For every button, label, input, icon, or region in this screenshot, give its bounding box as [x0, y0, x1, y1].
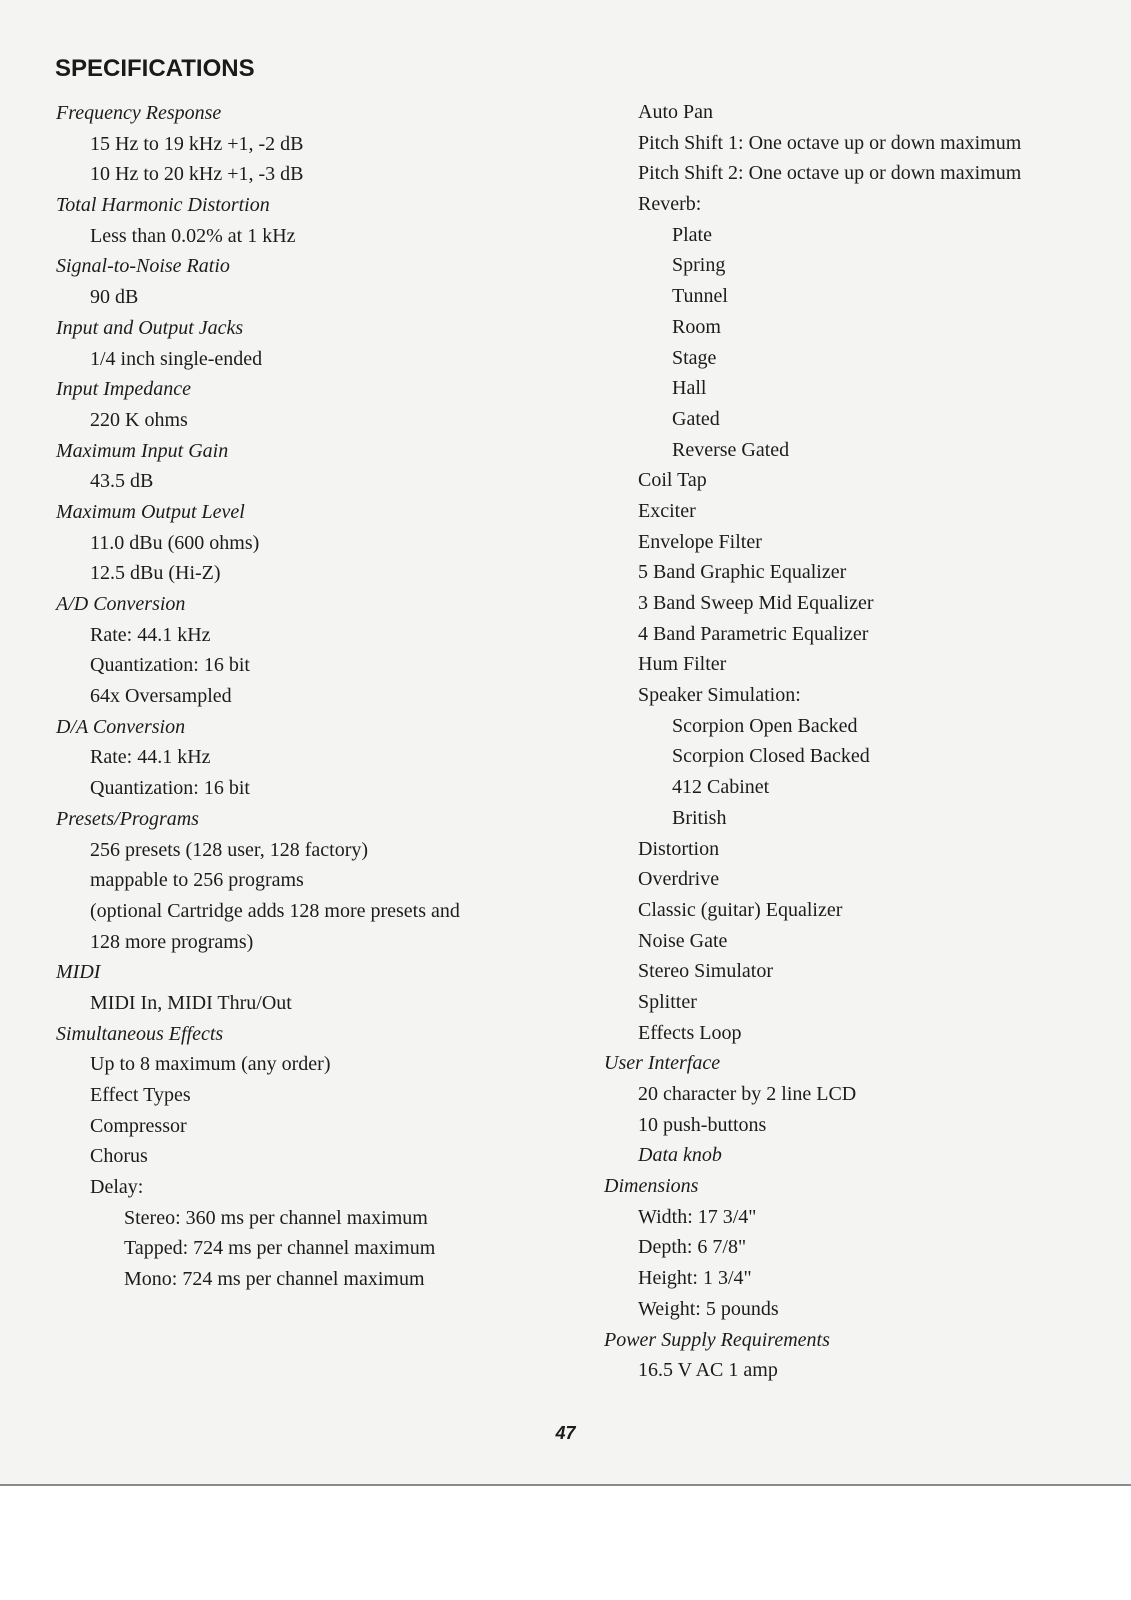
spec-value: 10 Hz to 20 kHz +1, -3 dB — [90, 163, 304, 186]
page-bottom-margin — [0, 1484, 1131, 1600]
spec-value: 12.5 dBu (Hi-Z) — [90, 562, 221, 585]
spec-value: Pitch Shift 1: One octave up or down maximum — [638, 131, 1022, 154]
page-heading: SPECIFICATIONS — [55, 55, 255, 82]
spec-value: Width: 17 3/4" — [638, 1205, 757, 1228]
spec-value: 43.5 dB — [90, 470, 154, 493]
spec-value: Scorpion Open Backed — [672, 714, 858, 737]
spec-value: Exciter — [638, 499, 696, 522]
spec-category: Frequency Response — [56, 102, 222, 124]
spec-value: Rate: 44.1 kHz — [90, 746, 211, 769]
spec-value: Rate: 44.1 kHz — [90, 623, 211, 646]
spec-value: 90 dB — [90, 286, 139, 309]
page-number: 47 — [555, 1423, 576, 1443]
spec-value: Gated — [672, 407, 720, 430]
spec-value: Weight: 5 pounds — [638, 1297, 779, 1320]
spec-value: Stereo Simulator — [638, 960, 773, 983]
spec-value: Up to 8 maximum (any order) — [90, 1053, 331, 1076]
spec-value: 1/4 inch single-ended — [90, 347, 263, 370]
spec-category: Maximum Input Gain — [56, 439, 229, 462]
spec-value: Spring — [672, 254, 726, 277]
spec-value: MIDI In, MIDI Thru/Out — [90, 991, 292, 1014]
spec-value: Delay: — [90, 1176, 144, 1199]
spec-value: 412 Cabinet — [672, 776, 770, 799]
spec-value: Chorus — [90, 1145, 148, 1168]
spec-category: Simultaneous Effects — [56, 1022, 224, 1045]
spec-value: Pitch Shift 2: One octave up or down maximum — [638, 162, 1022, 185]
right-column — [604, 97, 1084, 1386]
spec-value: Stage — [672, 346, 717, 369]
spec-value: Auto Pan — [638, 101, 713, 123]
spec-value: Reverse Gated — [672, 438, 790, 461]
spec-value: Effects Loop — [638, 1021, 742, 1044]
spec-value: Splitter — [638, 990, 697, 1013]
spec-value: Distortion — [638, 837, 720, 860]
spec-value: 220 K ohms — [90, 408, 188, 431]
spec-category: Input Impedance — [56, 378, 191, 401]
spec-value: Envelope Filter — [638, 530, 762, 553]
spec-category: Dimensions — [604, 1175, 699, 1198]
spec-value: Mono: 724 ms per channel maximum — [124, 1268, 425, 1291]
spec-value: Quantization: 16 bit — [90, 777, 250, 800]
spec-value: 16.5 V AC 1 amp — [638, 1359, 778, 1382]
spec-value: Reverb: — [638, 193, 702, 216]
spec-value: Quantization: 16 bit — [90, 654, 250, 677]
spec-value: Compressor — [90, 1114, 187, 1137]
spec-value: Noise Gate — [638, 929, 728, 952]
spec-value: Speaker Simulation: — [638, 684, 801, 707]
spec-value: Stereo: 360 ms per channel maximum — [124, 1206, 428, 1229]
spec-category: D/A Conversion — [56, 715, 186, 738]
spec-category: Signal-to-Noise Ratio — [56, 255, 230, 278]
spec-value: 10 push-buttons — [638, 1113, 767, 1136]
spec-value: Hall — [672, 377, 707, 400]
spec-value: Plate — [672, 223, 712, 246]
spec-value: Room — [672, 315, 721, 338]
spec-value: Height: 1 3/4" — [638, 1267, 752, 1290]
spec-category: Maximum Output Level — [56, 500, 245, 523]
spec-category: Input and Output Jacks — [56, 316, 244, 339]
spec-value: 15 Hz to 19 kHz +1, -2 dB — [90, 132, 304, 155]
spec-value: Depth: 6 7/8" — [638, 1236, 747, 1259]
spec-value: Tapped: 724 ms per channel maximum — [124, 1237, 436, 1260]
spec-category: Power Supply Requirements — [604, 1328, 830, 1351]
spec-value: 11.0 dBu (600 ohms) — [90, 531, 260, 554]
spec-category: Data knob — [638, 1144, 722, 1167]
spec-value: Less than 0.02% at 1 kHz — [90, 224, 296, 247]
spec-value: Effect Types — [90, 1084, 191, 1106]
spec-value: Hum Filter — [638, 653, 727, 676]
spec-value: British — [672, 806, 727, 829]
spec-category: Presets/Programs — [56, 807, 199, 830]
spec-value: Overdrive — [638, 868, 720, 891]
spec-value: 256 presets (128 user, 128 factory) — [90, 838, 369, 861]
spec-value: 4 Band Parametric Equalizer — [638, 622, 869, 645]
spec-value: (optional Cartridge adds 128 more presets and — [90, 899, 460, 922]
spec-category: User Interface — [604, 1052, 721, 1075]
spec-value: 64x Oversampled — [90, 685, 232, 708]
spec-category: MIDI — [56, 961, 101, 984]
spec-value: 20 character by 2 line LCD — [638, 1083, 857, 1105]
spec-category: Total Harmonic Distortion — [56, 194, 270, 217]
left-column — [56, 98, 576, 1295]
spec-value: Classic (guitar) Equalizer — [638, 898, 843, 921]
spec-value: 5 Band Graphic Equalizer — [638, 561, 847, 584]
spec-category: A/D Conversion — [56, 593, 186, 615]
spec-value: 128 more programs) — [90, 930, 254, 953]
spec-value: 3 Band Sweep Mid Equalizer — [638, 592, 874, 614]
spec-value: Coil Tap — [638, 469, 707, 492]
spec-value: Scorpion Closed Backed — [672, 745, 870, 768]
spec-value: Tunnel — [672, 285, 728, 308]
spec-value: mappable to 256 programs — [90, 869, 304, 892]
